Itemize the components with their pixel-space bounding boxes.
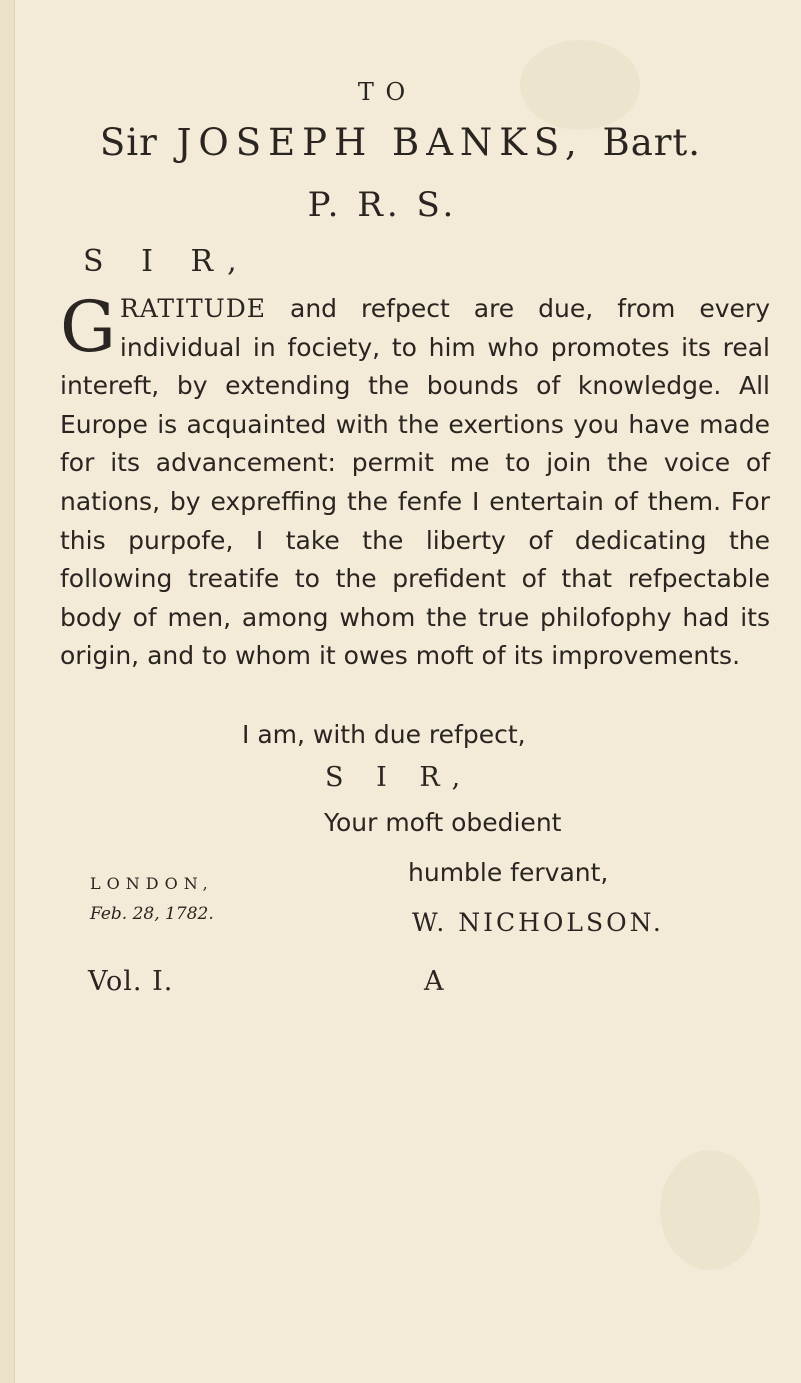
drop-cap: G: [60, 286, 116, 368]
dateline-place: LONDON,: [90, 874, 214, 893]
signature: W. NICHOLSON.: [412, 908, 664, 937]
dedicatee-name: JOSEPH BANKS,: [176, 121, 584, 164]
dedication-body: [60, 286, 770, 676]
dedicatee-honours: P. R. S.: [307, 185, 458, 225]
salutation: S I R,: [83, 244, 251, 279]
body-text: and refpect are due, from every individual in fociety, to him who promotes its real intereft, by extending the bounds of knowledge. All Europe is acquainted with the exertions you have made for its advancement: permit me to join the voice of nations, by expreffing the fenfe I entertain of them. For this purpofe, I take the liberty of dedicating the following treatife to the prefident of that refpectable body of men, among whom the true philofophy had its origin, and to whom it owes moft of its improvements.: [60, 294, 770, 671]
closing-sir: S I R,: [325, 762, 473, 793]
signature-mark: A: [424, 966, 444, 997]
dateline-date: Feb. 28, 1782.: [90, 904, 214, 924]
closing-obedient: Your moft obedient: [324, 808, 562, 837]
dedicatee-prefix: Sir: [99, 121, 158, 164]
closing-respect: I am, with due refpect,: [242, 720, 526, 749]
closing-servant: humble fervant,: [408, 858, 609, 887]
opening-caps: RATITUDE: [119, 294, 267, 323]
volume-marker: Vol. I.: [88, 966, 174, 997]
dedicatee-title: Bart.: [602, 121, 702, 164]
paper-stain: [660, 1150, 760, 1270]
dedicatee-line: [0, 121, 801, 164]
dedication-to: T O: [357, 78, 408, 106]
